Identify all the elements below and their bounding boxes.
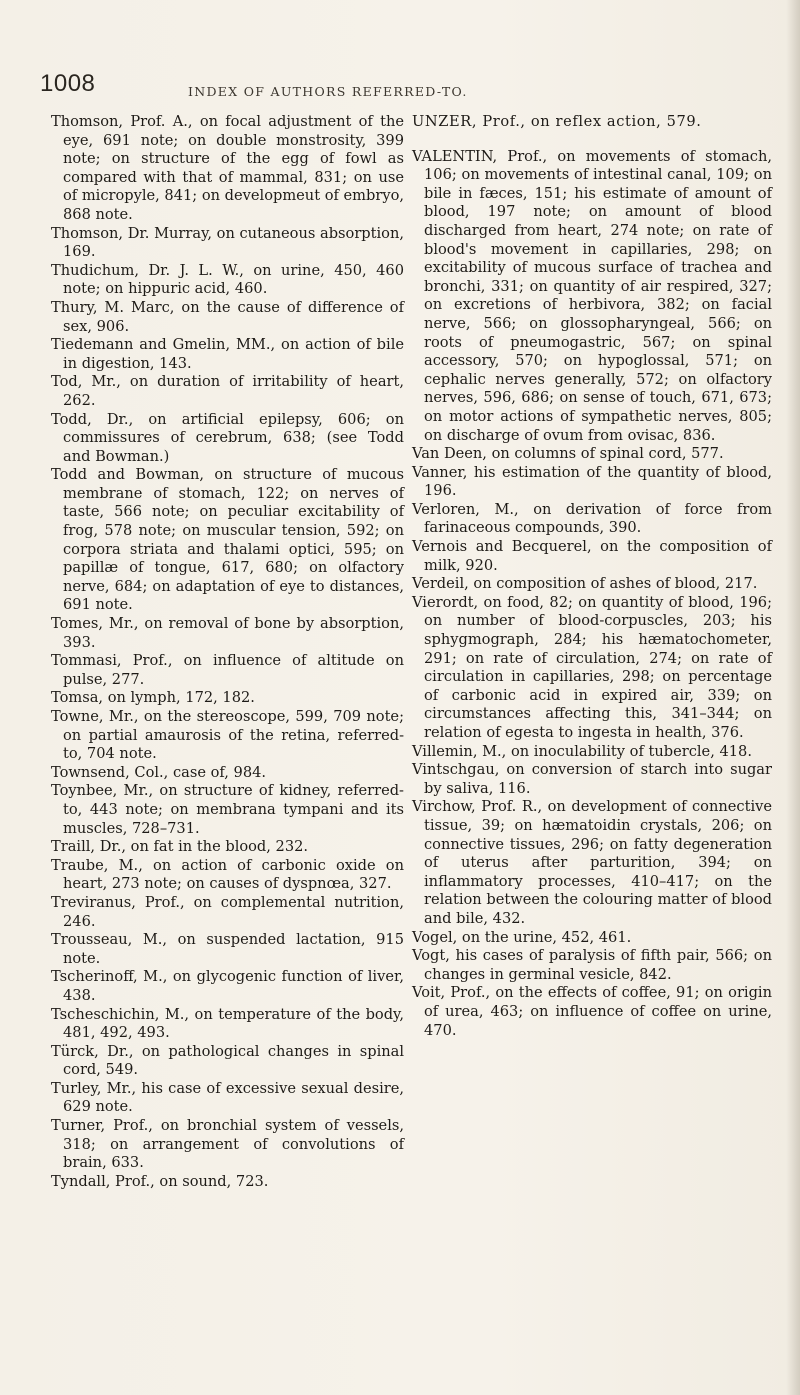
index-entry: Toynbee, Mr., on structure of kidney, referred-to, 443 note; on membrana tympani and its muscles, 728–731. xyxy=(51,782,404,837)
right-column xyxy=(412,113,772,1040)
index-entry: Vogt, his cases of paralysis of fifth pair, 566; on changes in germinal vesicle, 842. xyxy=(412,947,772,983)
index-entry: Verloren, M., on derivation of force from farinaceous compounds, 390. xyxy=(412,500,772,537)
left-column xyxy=(51,113,404,1191)
index-entry: Turley, Mr., his case of excessive sexual desire, 629 note. xyxy=(51,1079,404,1116)
index-entry: Tomes, Mr., on removal of bone by absorption, 393. xyxy=(51,615,404,651)
index-entry: Vanner, his estimation of the quantity of blood, 196. xyxy=(412,463,772,500)
index-entry: Türck, Dr., on pathological changes in spinal cord, 549. xyxy=(51,1042,404,1079)
index-entry: Vintschgau, on conversion of starch into sugar by saliva, 116. xyxy=(412,761,772,797)
index-entry: Tscheschichin, M., on temperature of the body, 481, 492, 493. xyxy=(51,1005,404,1042)
index-entry: Todd and Bowman, on structure of mucous membrane of stomach, 122; on nerves of taste, 566 note; on peculiar excitability of frog, 578 note; on muscular tension, 592; on corpora striata and thalami optici, 595; on papillæ of tongue, 617, 680; on olfactory nerve, 684; on adaptation of eye to distances, 691 note. xyxy=(51,466,404,614)
index-entry: Tiedemann and Gmelin, MM., on action of bile in digestion, 143. xyxy=(51,336,404,372)
index-entry: Voit, Prof., on the effects of coffee, 91; on origin of urea, 463; on influence of coffee on urine, 470. xyxy=(412,984,772,1039)
index-entry: Tomsa, on lymph, 172, 182. xyxy=(51,689,255,707)
index-entry: Thury, M. Marc, on the cause of difference of sex, 906. xyxy=(51,298,404,335)
index-entry: Tscherinoff, M., on glycogenic function of liver, 438. xyxy=(51,968,404,1004)
page-header xyxy=(40,70,760,106)
index-entry: Traube, M., on action of carbonic oxide on heart, 273 note; on causes of dyspnœa, 327. xyxy=(51,856,404,893)
page-edge-shadow xyxy=(786,0,800,1395)
index-entry: Treviranus, Prof., on complemental nutrition, 246. xyxy=(51,893,404,930)
index-entry: Villemin, M., on inoculability of tubercle, 418. xyxy=(412,742,752,760)
section-gap xyxy=(412,132,772,148)
index-entry: UNZER, Prof., on reflex action, 579. xyxy=(412,113,702,130)
index-entry: Vernois and Becquerel, on the composition of milk, 920. xyxy=(412,538,772,574)
index-entry: Todd, Dr., on artificial epilepsy, 606; on commissures of cerebrum, 638; (see Todd and Bowman.) xyxy=(51,410,404,465)
index-entry: Thomson, Dr. Murray, on cutaneous absorption, 169. xyxy=(51,224,404,261)
index-entry: Tommasi, Prof., on influence of altitude on pulse, 277. xyxy=(51,652,404,688)
index-entry: Verdeil, on composition of ashes of blood, 217. xyxy=(412,575,758,593)
index-entry: Townsend, Col., case of, 984. xyxy=(51,763,267,781)
page-number: 1008 xyxy=(40,70,96,97)
index-entry: Tod, Mr., on duration of irritability of heart, 262. xyxy=(51,373,404,409)
index-entry: Tyndall, Prof., on sound, 723. xyxy=(51,1172,269,1190)
index-entry: VALENTIN, Prof., on movements of stomach, 106; on movements of intestinal canal, 109; on bile in fæces, 151; his estimate of amount of blood, 197 note; on amount of blood discharged from heart, 274 note; on rate of blood's movement in capillaries, 298; on excitability of mucous surface of trachea and bronchi, 331; on quantity of air respired, 327; on excretions of herbivora, 382; on facial nerve, 566; on glossopharyngeal, 566; on roots of pneumogastric, 567; on spinal accessory, 570; on hypoglossal, 571; on cephalic nerves generally, 572; on olfactory nerves, 596, 686; on sense of touch, 671, 673; on motor actions of sympathetic nerves, 805; on discharge of ovum from ovisac, 836. xyxy=(412,147,772,444)
index-entry: Thudichum, Dr. J. L. W., on urine, 450, 460 note; on hippuric acid, 460. xyxy=(51,261,404,298)
index-entry: Towne, Mr., on the stereoscope, 599, 709 note; on partial amaurosis of the retina, referred-to, 704 note. xyxy=(51,708,404,763)
index-entry: Virchow, Prof. R., on development of connective tissue, 39; on hæmatoidin crystals, 206; on connective tissues, 296; on fatty degeneration of uterus after parturition, 394; on inflammatory processes, 410–417; on the relation between the colouring matter of blood and bile, 432. xyxy=(412,798,772,927)
running-head: INDEX OF AUTHORS REFERRED-TO. xyxy=(188,84,468,99)
index-entry: Thomson, Prof. A., on focal adjustment of the eye, 691 note; on double monstrosity, 399 note; on structure of the egg of fowl as compared with that of mammal, 831; on use of micropyle, 841; on developmeut of embryo, 868 note. xyxy=(51,113,404,223)
index-entry: Trousseau, M., on suspended lactation, 915 note. xyxy=(51,931,404,967)
index-entry: Traill, Dr., on fat in the blood, 232. xyxy=(51,838,309,856)
index-entry: Vierordt, on food, 82; on quantity of blood, 196; on number of blood-corpuscles, 203; his sphygmograph, 284; his hæmatochometer, 291; on rate of circulation, 274; on rate of circulation in capillaries, 298; on percentage of carbonic acid in expired air, 339; on circumstances affecting this, 341–344; on relation of egesta to ingesta in health, 376. xyxy=(412,593,772,741)
index-entry: Van Deen, on columns of spinal cord, 577. xyxy=(412,445,724,463)
index-entry: Vogel, on the urine, 452, 461. xyxy=(412,928,632,946)
index-entry: Turner, Prof., on bronchial system of vessels, 318; on arrangement of convolutions of brain, 633. xyxy=(51,1117,404,1172)
